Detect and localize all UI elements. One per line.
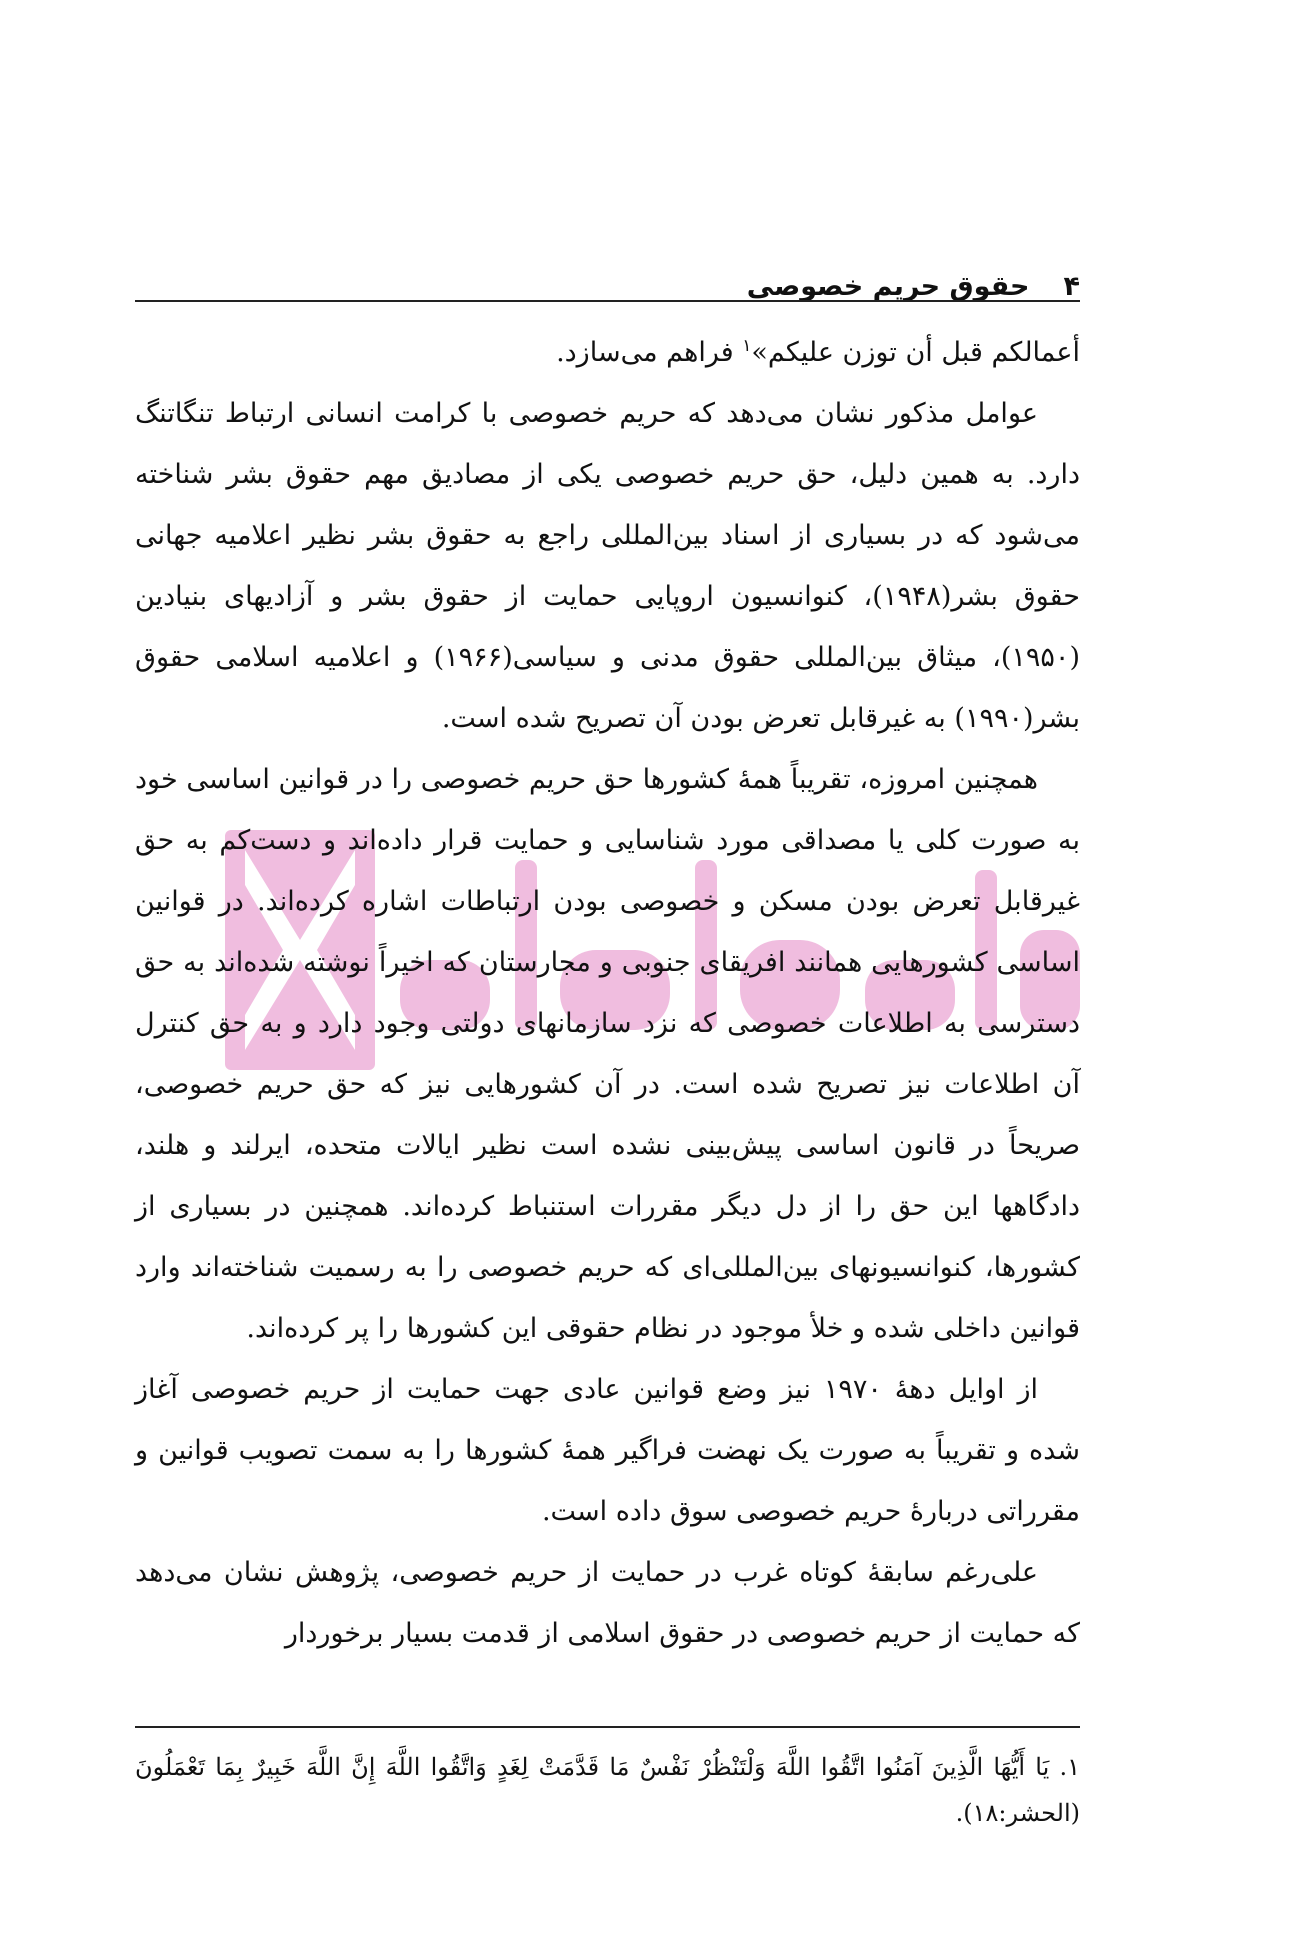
footnote-rule: [135, 1726, 1080, 1728]
running-title: حقوق حریم خصوصی: [746, 271, 1030, 302]
footnote-text: [135, 1744, 1080, 1836]
footnote: [135, 1744, 1080, 1836]
paragraph: علی‌رغم سابقهٔ کوتاه غرب در حمایت از حریم خصوصی، پژوهش نشان می‌دهد که حمایت از حریم خصوصی در حقوق اسلامی از قدمت بسیار برخوردار: [135, 1557, 1080, 1649]
paragraph-text: أعمالکم قبل أن توزن علیکم»: [751, 337, 1080, 368]
page-number: ۴: [1063, 271, 1080, 302]
page-header: [135, 256, 1080, 302]
main-text: [135, 322, 1080, 1664]
paragraph: همچنین امروزه، تقریباً همهٔ کشورها حق حریم خصوصی را در قوانین اساسی خود به صورت کلی یا مصداقی مورد شناسایی و حمایت قرار داده‌اند و دست‌کم به حق غیرقابل تعرض بودن مسکن و خصوصی بودن ارتباطات اشاره کرده‌اند. در قوانین اساسی کشورهایی همانند افریقای جنوبی و مجارستان که اخیراً نوشته شده‌اند به حق دسترسی به اطلاعات خصوصی که نزد سازمانهای دولتی وجود دارد و به حق کنترل آن اطلاعات نیز تصریح شده است. در آن کشورهایی نیز که حق حریم خصوصی، صریحاً در قانون اساسی پیش‌بینی نشده است نظیر ایالات متحده، ایرلند و هلند، دادگاهها این حق را از دل دیگر مقررات استنباط کرده‌اند. همچنین در بسیاری از کشورها، کنوانسیونهای بین‌المللی‌ای که حریم خصوصی را به رسمیت شناخته‌اند وارد قوانین داخلی شده و خلأ موجود در نظام حقوقی این کشورها را پر کرده‌اند.: [135, 764, 1080, 1344]
header-rule: [135, 300, 1080, 302]
paragraph-text: فراهم می‌سازد.: [556, 337, 743, 368]
paragraph: از اوایل دههٔ ۱۹۷۰ نیز وضع قوانین عادی جهت حمایت از حریم خصوصی آغاز شده و تقریباً به صورت یک نهضت فراگیر همهٔ کشورها را به سمت تصویب قوانین و مقرراتی دربارهٔ حریم خصوصی سوق داده است.: [135, 1374, 1080, 1527]
footnote-quote: یَا أَیُّهَا الَّذِینَ آمَنُوا اتَّقُوا اللَّهَ وَلْتَنْظُرْ نَفْسٌ مَا قَدَّمَتْ لِغَدٍ وَاتَّقُوا اللَّهَ إِنَّ اللَّهَ خَبِیرٌ بِمَا تَعْمَلُونَ (الحشر:۱۸).: [135, 1753, 1080, 1827]
footnote-number: ۱.: [1059, 1753, 1080, 1781]
paragraph-continuation: [135, 322, 1080, 383]
paragraph: عوامل مذکور نشان می‌دهد که حریم خصوصی با کرامت انسانی ارتباط تنگاتنگ دارد. به همین دلیل، حق حریم خصوصی یکی از مصادیق مهم حقوق بشر شناخته می‌شود که در بسیاری از اسناد بین‌المللی راجع به حقوق بشر نظیر اعلامیه جهانی حقوق بشر(۱۹۴۸)، کنوانسیون اروپایی حمایت از حقوق بشر و آزادیهای بنیادین (۱۹۵۰)، میثاق بین‌المللی حقوق مدنی و سیاسی(۱۹۶۶) و اعلامیه اسلامی حقوق بشر(۱۹۹۰) به غیرقابل تعرض بودن آن تصریح شده است.: [135, 398, 1080, 734]
footnote-reference: ۱: [742, 336, 752, 356]
